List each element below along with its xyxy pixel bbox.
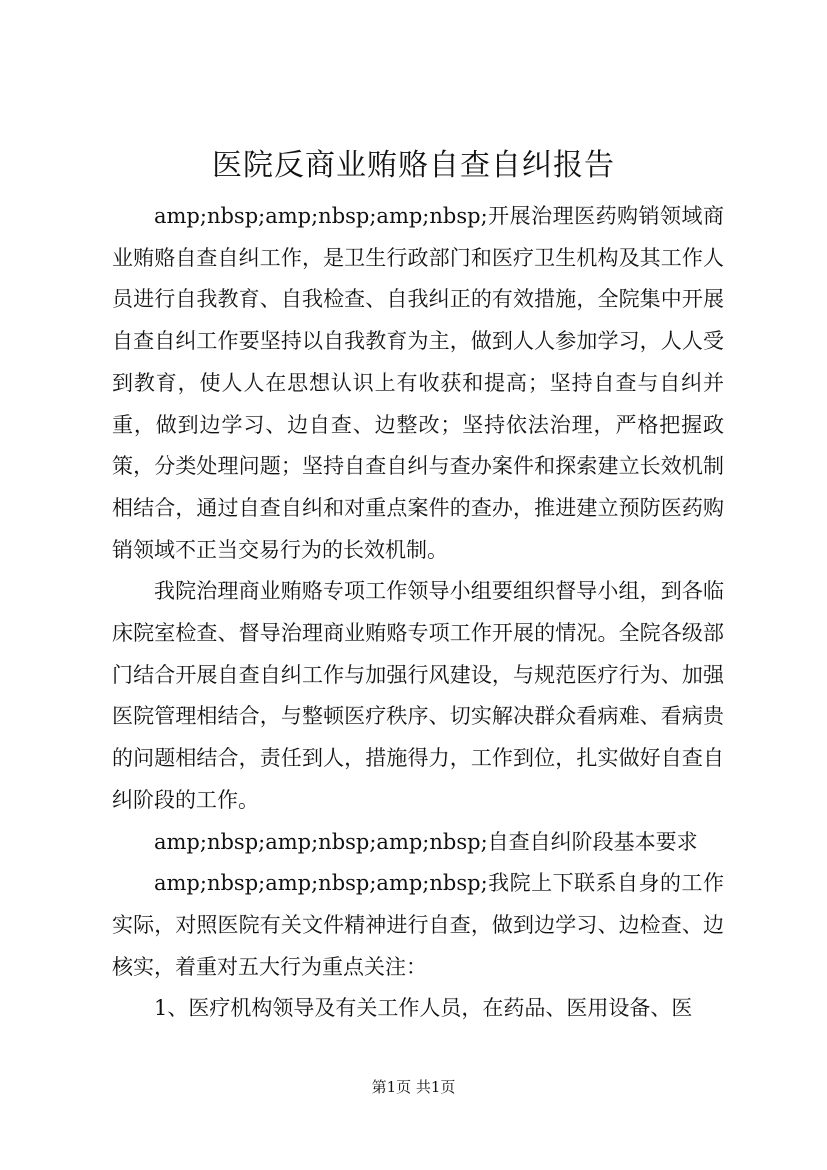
paragraph-4: amp;nbsp;amp;nbsp;amp;nbsp;我院上下联系自身的工作实际，对照医院有关文件精神进行自查，做到边学习、边检查、边核实，着重对五大行为重点关注： bbox=[112, 871, 724, 979]
document-title: 医院反商业贿赂自查自纠报告 bbox=[212, 148, 615, 183]
page-number-footer: 第1页 共1页 bbox=[371, 1078, 456, 1096]
document-body bbox=[112, 196, 724, 1030]
paragraph-2: 我院治理商业贿赂专项工作领导小组要组织督导小组，到各临床院室检查、督导治理商业贿赂专项工作开展的情况。全院各级部门结合开展自查自纠工作与加强行风建设，与规范医疗行为、加强医院管理相结合，与整顿医疗秩序、切实解决群众看病难、看病贵的问题相结合，责任到人，措施得力，工作到位，扎实做好自查自纠阶段的工作。 bbox=[112, 579, 724, 812]
paragraph-3: amp;nbsp;amp;nbsp;amp;nbsp;自查自纠阶段基本要求 bbox=[154, 829, 698, 854]
paragraph-5: 1、医疗机构领导及有关工作人员，在药品、医用设备、医 bbox=[154, 996, 693, 1021]
paragraph-1: amp;nbsp;amp;nbsp;amp;nbsp;开展治理医药购销领域商业贿赂自查自纠工作，是卫生行政部门和医疗卫生机构及其工作人员进行自我教育、自我检查、自我纠正的有效措施，全院集中开展自查自纠工作要坚持以自我教育为主，做到人人参加学习，人人受到教育，使人人在思想认识上有收获和提高；坚持自查与自纠并重，做到边学习、边自查、边整改；坚持依法治理，严格把握政策，分类处理问题；坚持自查自纠与查办案件和探索建立长效机制相结合，通过自查自纠和对重点案件的查办，推进建立预防医药购销领域不正当交易行为的长效机制。 bbox=[112, 204, 724, 562]
